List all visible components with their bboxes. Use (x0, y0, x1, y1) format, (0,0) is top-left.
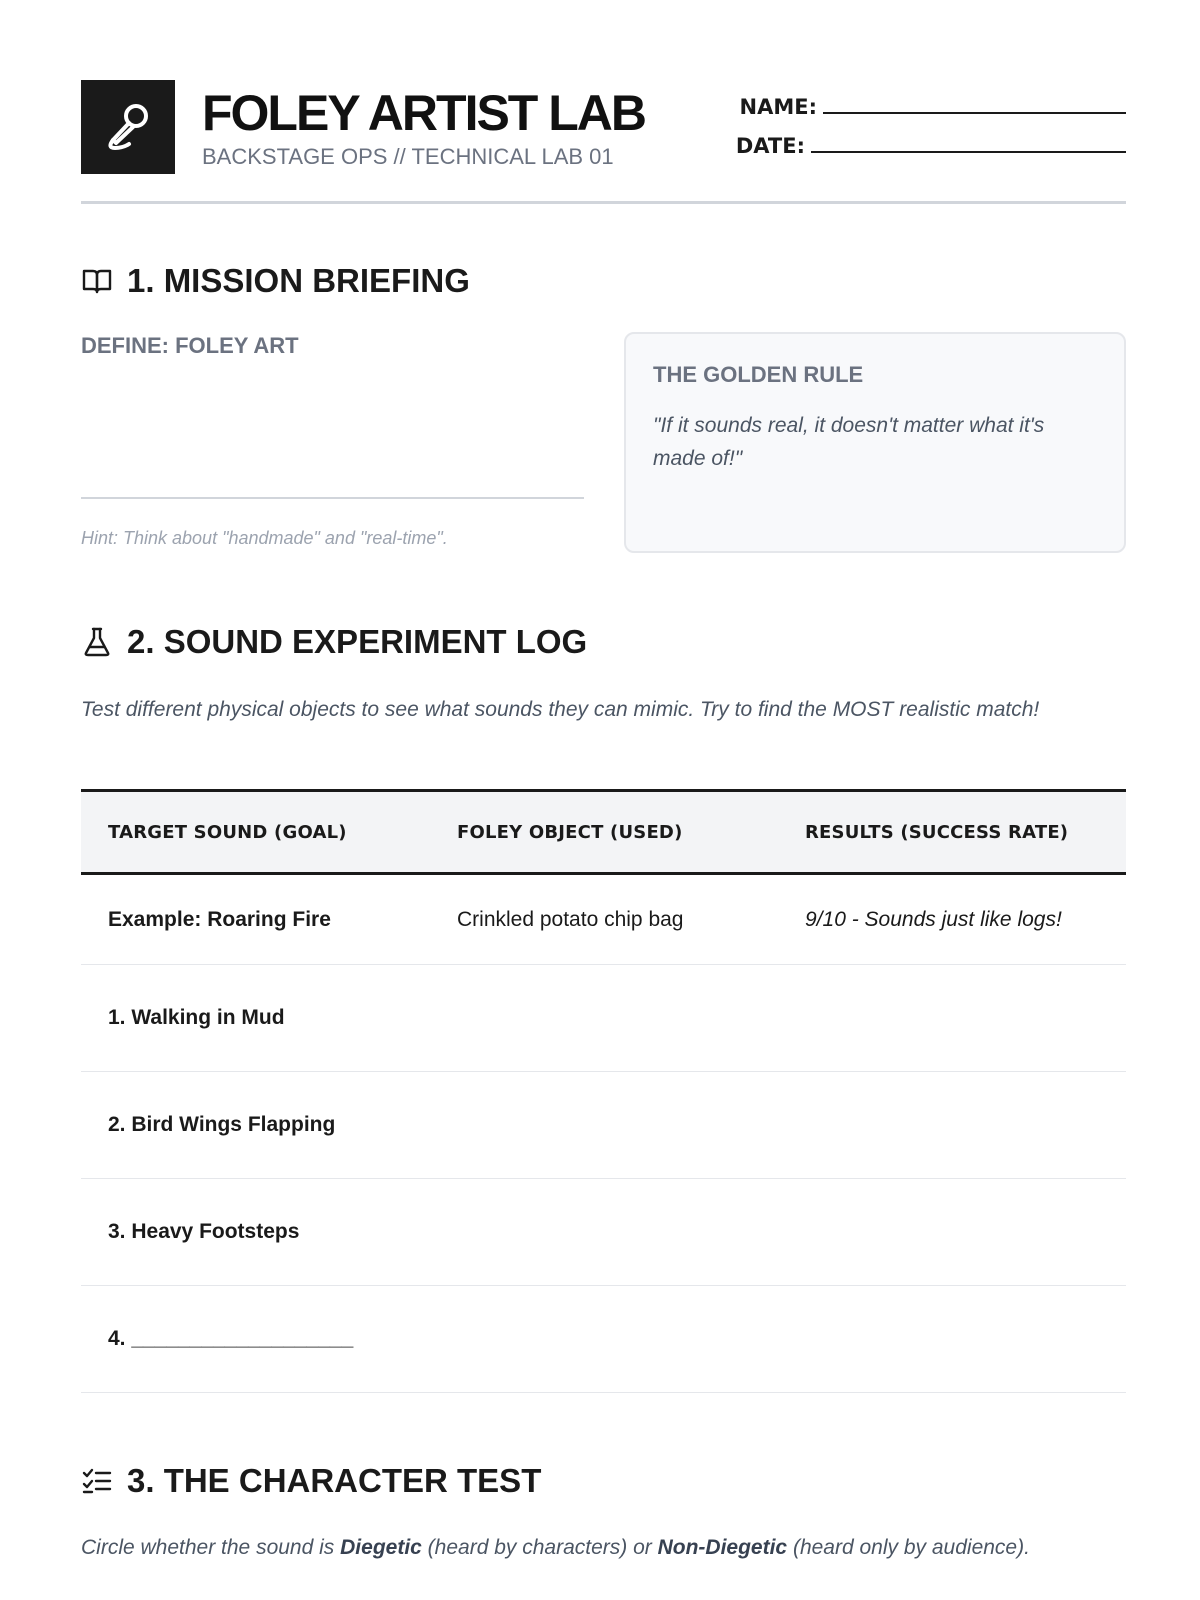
table-row (81, 1286, 1126, 1393)
section-heading: 3. THE CHARACTER TEST (127, 1462, 542, 1499)
name-blank[interactable] (823, 94, 1126, 114)
section-heading: 2. SOUND EXPERIMENT LOG (127, 623, 588, 660)
table-row (81, 1072, 1126, 1179)
table-header (81, 789, 1126, 875)
target-cell[interactable]: 4. ___________________ (108, 1327, 354, 1350)
hint-text: Hint: Think about "handmade" and "real-time". (81, 528, 448, 548)
column-header-results: RESULTS (SUCCESS RATE) (805, 822, 1069, 843)
worksheet-page (81, 0, 1126, 1600)
instruction-text: Circle whether the sound is (81, 1536, 341, 1559)
logo-badge (81, 80, 175, 174)
date-blank[interactable] (811, 133, 1126, 153)
target-cell: 3. Heavy Footsteps (108, 1220, 300, 1243)
page-subtitle: BACKSTAGE OPS // TECHNICAL LAB 01 (202, 144, 614, 169)
character-test-instructions (81, 1531, 1126, 1564)
date-label: DATE: (735, 134, 805, 158)
golden-rule-title: THE GOLDEN RULE (653, 362, 864, 387)
target-cell: Example: Roaring Fire (108, 907, 331, 931)
checklist-icon (81, 1465, 113, 1497)
golden-rule-quote: "If it sounds real, it doesn't matter what it's made of!" (653, 414, 1045, 470)
result-cell: 9/10 - Sounds just like logs! (805, 907, 1062, 931)
experiment-table (81, 789, 1126, 1393)
instruction-text: (heard by characters) or (421, 1536, 658, 1559)
object-cell: Crinkled potato chip bag (457, 907, 684, 931)
define-label: DEFINE: FOLEY ART (81, 333, 299, 358)
experiment-instructions: Test different physical objects to see what sounds they can mimic. Try to find the MOST realistic match! (81, 698, 1040, 721)
column-header-target: TARGET SOUND (GOAL) (108, 822, 347, 843)
table-row (81, 965, 1126, 1072)
section-heading: 1. MISSION BRIEFING (127, 262, 470, 299)
microphone-icon (103, 100, 153, 154)
worksheet-header (81, 80, 1126, 204)
flask-icon (81, 626, 113, 658)
page-title: FOLEY ARTIST LAB (202, 85, 645, 141)
term-non-diegetic: Non-Diegetic (657, 1536, 788, 1559)
name-field[interactable] (740, 94, 1126, 119)
date-field[interactable] (736, 133, 1126, 158)
column-header-object: FOLEY OBJECT (USED) (457, 822, 683, 843)
name-label: NAME: (739, 95, 817, 119)
target-cell: 2. Bird Wings Flapping (108, 1113, 336, 1136)
table-row-example (81, 875, 1126, 965)
book-open-icon (81, 265, 113, 297)
instruction-text: (heard only by audience). (787, 1536, 1030, 1559)
define-answer-line[interactable] (81, 497, 584, 499)
target-cell: 1. Walking in Mud (108, 1006, 285, 1029)
table-row (81, 1179, 1126, 1286)
term-diegetic: Diegetic (340, 1536, 422, 1559)
golden-rule-box (624, 332, 1126, 553)
